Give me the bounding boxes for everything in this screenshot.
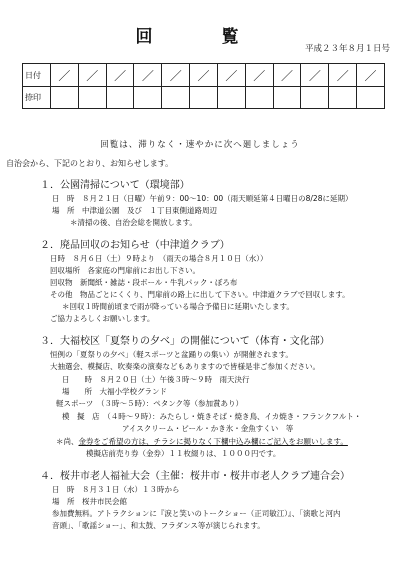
section-heading-park-cleaning: １．公園清掃について（環境部） — [40, 180, 190, 191]
section-line: 日 時 ８月３１日（水）１３時から — [52, 485, 180, 494]
stamp-slot[interactable] — [190, 87, 218, 109]
section-line: 日時 ８月６日（土）９時より （雨天の場合８月１０日（水）） — [50, 254, 268, 263]
circulation-table — [22, 63, 385, 109]
section-line: 場 所 桜井市民会館 — [52, 497, 127, 506]
stamp-slot[interactable] — [51, 87, 79, 109]
stamp-slot[interactable] — [301, 87, 329, 109]
stamp-slot[interactable] — [78, 87, 106, 109]
section-line: ＊回収１時間前頃まで雨が降っている場合予備日に延期いたします。 — [62, 302, 294, 311]
section-heading-recycling: ２．廃品回収のお知らせ（中津道クラブ） — [40, 240, 230, 251]
date-slot[interactable]: ／ — [162, 64, 190, 87]
issue-date: 平成２３年８月１日号 — [304, 44, 390, 54]
date-slot[interactable]: ／ — [357, 64, 385, 87]
document-title: 回 覧 — [135, 27, 265, 47]
underlined-notice: 金券をご希望の方は、チラシに掲りなく下欄中込み欄にご記入をお願いします。 — [78, 437, 348, 446]
date-slot[interactable]: ／ — [301, 64, 329, 87]
stamp-slot[interactable] — [106, 87, 134, 109]
section-line: その他 物品ごとにくくり、門扉前の路上に出して下さい。中津道クラブで回収します。 — [50, 290, 350, 299]
stamp-slot[interactable] — [134, 87, 162, 109]
date-slot[interactable]: ／ — [106, 64, 134, 87]
section-line: 大抽選会、模擬店、吹奏楽の演奏などもありますので皆様是非ご参加ください。 — [50, 362, 320, 371]
section-line: 回収場所 各家庭の門扉前にお出し下さい。 — [50, 266, 200, 275]
stamp-row-label: 捺印 — [23, 87, 51, 109]
date-slot[interactable]: ／ — [134, 64, 162, 87]
date-slot[interactable]: ／ — [51, 64, 79, 87]
section-line: アイスクリーム・ビール・かき氷・金魚すくい 等 — [122, 424, 294, 433]
section-line: 場 所 大福小学校グランド — [62, 387, 167, 396]
section-line: 恒例の「夏祭りの夕べ」（軽スポーツと盆踊りの集い）が開催されます。 — [50, 350, 293, 359]
section-line: ご協力よろしくお願いします。 — [50, 314, 155, 323]
stamp-slot[interactable] — [329, 87, 357, 109]
date-slot[interactable]: ／ — [190, 64, 218, 87]
stamp-slot[interactable] — [217, 87, 245, 109]
section-line-note: ＊尚、金券をご希望の方は、チラシに掲りなく下欄中込み欄にご記入をお願いします。 — [56, 437, 348, 446]
section-line: 回収物 新聞紙・雑誌・段ボール・牛乳パック・ぼろ布 — [50, 278, 238, 287]
date-slot[interactable]: ／ — [273, 64, 301, 87]
stamp-slot[interactable] — [245, 87, 273, 109]
section-line: 参加費無料。アトラクションに『涙と笑いのトークショー（正司敏江）』、「演歌と河内 — [52, 509, 341, 518]
section-heading-elderly-welfare: ４．桜井市老人福祉大会（主催：桜井市・桜井市老人クラブ連合会） — [40, 471, 350, 482]
stamp-slot[interactable] — [357, 87, 385, 109]
intro-text: 自治会から、下記のとおり、お知らせします。 — [6, 159, 174, 168]
section-line: 音頭」、「歌謡ショー」、和太鼓、フラダンス等が演じられます。 — [52, 521, 265, 530]
section-line: 模擬店前売り券（金券）１１枚綴りは、１０００円です。 — [86, 449, 281, 458]
section-line: 場 所 中津道公園 及び １丁目東側道路周辺 — [52, 206, 217, 215]
date-slot[interactable]: ／ — [78, 64, 106, 87]
section-heading-summer-festival: ３．大福校区「夏祭りの夕べ」の開催について（体育・文化部） — [40, 336, 330, 347]
stamp-slot[interactable] — [162, 87, 190, 109]
date-slot[interactable]: ／ — [217, 64, 245, 87]
section-line: 模 擬 店 （４時～９時）：みたらし・焼きそば・焼き鳥、イカ焼き・フランクフルト・ — [62, 412, 362, 421]
circulation-notice: 回覧は、滞りなく・速やかに次へ廻しましょう — [100, 140, 300, 150]
section-line: 日 時 ８月２１日（日曜）午前９：00～10：00（雨天順延第４日曜日の8/28に延期） — [52, 194, 353, 203]
date-slot[interactable]: ／ — [245, 64, 273, 87]
section-line: 軽スポーツ （３時～５時）：ペタンク等（参加賞あり） — [56, 399, 244, 408]
date-slot[interactable]: ／ — [329, 64, 357, 87]
date-row-label: 日付 — [23, 64, 51, 87]
section-line: ＊清掃の後、自治会総を開放します。 — [70, 218, 197, 227]
section-line: 日 時 ８月２０日（土）午後３時～９時 雨天決行 — [62, 375, 250, 384]
stamp-slot[interactable] — [273, 87, 301, 109]
